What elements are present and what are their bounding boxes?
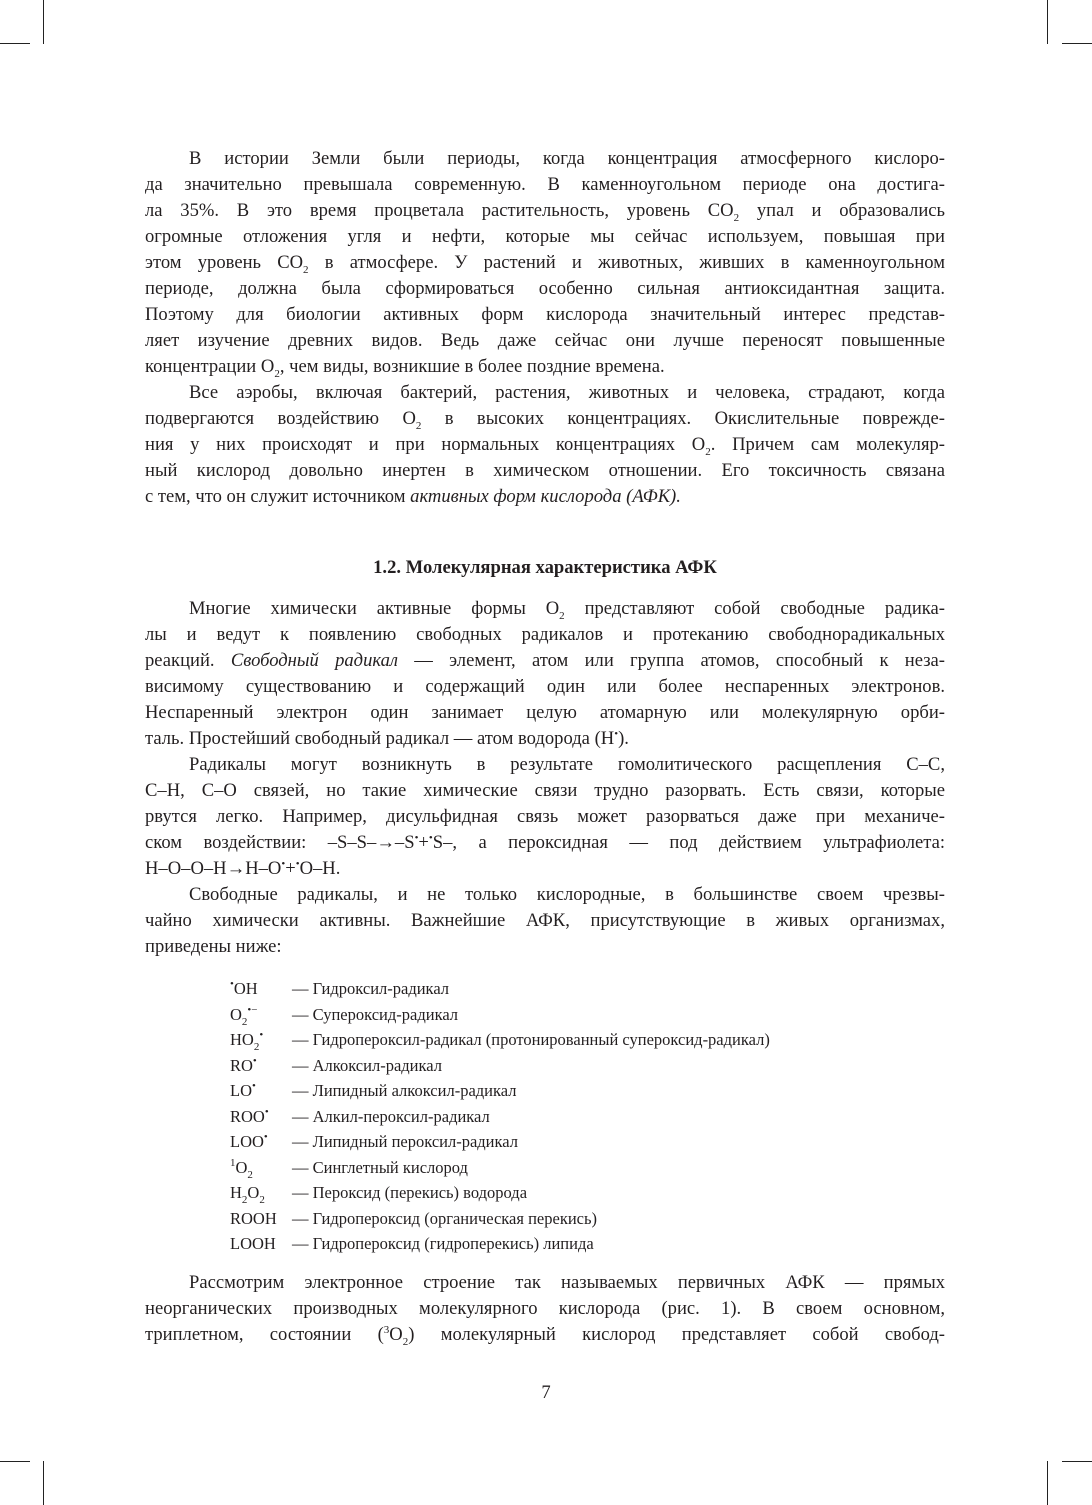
text-line [145,674,945,700]
formula-description: — Синглетный кислород [292,1157,468,1177]
text-run: да значительно превышала современную. В каменноугольном периоде она достига- [145,174,945,195]
superscript: • [614,728,619,740]
chemical-formula [230,1078,292,1104]
text-run: Неспаренный электрон один занимает целую атомарную или молекулярную орби- [145,702,945,723]
paragraph [145,380,945,510]
page-number: 7 [541,1382,551,1403]
list-item [230,1129,770,1155]
text-line [145,432,945,458]
list-item [230,976,770,1002]
chemical-formula [230,1155,292,1181]
text-line [145,276,945,302]
text-run: чайно химически активны. Важнейшие АФК, присутствующие в живых организмах, [145,910,945,931]
text-run: периоде, должна была сформироваться особенно сильная антиоксидантная защита. [145,278,945,299]
text-run: O [247,1183,260,1202]
superscript: • [414,832,419,844]
text-run: этом уровень CO [145,252,304,273]
text-run: HO [230,1030,254,1049]
crop-mark [0,43,30,44]
subscript: 2 [259,1194,265,1206]
text-line [145,830,945,856]
text-line [145,458,945,484]
text-line [145,302,945,328]
text-run: упал и образовались [739,200,946,221]
text-run: Многие химически активные формы O [189,598,560,619]
formula-description: — Гидропероксид (гидроперекись) липида [292,1234,594,1253]
crop-mark [1047,0,1048,44]
superscript: • [428,832,433,844]
paragraph [145,752,945,882]
text-run: ском воздействии: –S–S–→–S [145,832,415,853]
text-run: O [389,1324,403,1345]
crop-mark [0,1461,30,1462]
paragraph [145,882,945,960]
text-line [145,484,945,510]
text-line [145,1270,945,1296]
text-run: O [235,1157,248,1177]
text-line [145,882,945,908]
text-run: триплетном, состоянии ( [145,1324,384,1345]
subscript: 2 [241,1194,248,1206]
subscript: 2 [253,1041,260,1053]
text-run: C–H, C–O связей, но такие химические связи трудно разорвать. Есть связи, которые [145,780,945,801]
chemical-formula [230,1180,292,1206]
text-run: Все аэробы, включая бактерий, растения, животных и человека, страдают, когда [189,382,945,403]
text-run: RO [230,1055,253,1075]
subscript: 2 [274,368,280,380]
text-run: лы и ведут к появлению свободных радикалов и протеканию свободнорадикальных [145,624,945,645]
text-run: Радикалы могут возникнуть в результате гомолитического расщепления C–C, [189,754,945,775]
text-run: ) молекулярный кислород представляет собой свобод- [408,1324,945,1345]
text-run: LO [230,1081,252,1100]
text-run: В истории Земли были периоды, когда концентрация атмосферного кислоро- [189,148,945,169]
superscript: 1 [230,1156,236,1169]
section-heading: 1.2. Молекулярная характеристика АФК [373,557,717,578]
text-line [145,700,945,726]
text-line [145,198,945,224]
superscript: • [259,1029,264,1041]
italic-text: активных форм кислорода (АФК). [410,486,681,507]
text-run: O [230,1004,242,1024]
paragraph [145,146,945,380]
list-item [230,1155,770,1181]
formula-description: — Гидропероксид (органическая перекись) [292,1208,598,1228]
text-line [145,726,945,752]
text-run: OH [233,979,258,998]
text-line [145,778,945,804]
subscript: 2 [733,212,740,224]
list-item [230,1206,770,1232]
italic-text: Свободный радикал [230,650,399,671]
crop-mark [43,0,44,44]
chemical-formula [230,1002,292,1028]
text-line [145,250,945,276]
text-run: — элемент, атом или группа атомов, способный к неза- [398,650,945,671]
text-run: ). [618,728,629,749]
formula-description: — Гидропероксил-радикал (протонированный супероксид-радикал) [292,1030,770,1049]
text-line [145,328,945,354]
text-line [145,934,945,960]
text-run: . Причем сам молекуляр- [710,434,946,455]
text-run: Рассмотрим электронное строение так называемых первичных АФК — прямых [189,1272,945,1293]
formula-description: — Алкоксил-радикал [292,1055,442,1075]
formula-description: — Гидроксил-радикал [292,979,450,998]
list-item [230,1002,770,1028]
text-run: в высоких концентрациях. Окислительные поврежде- [421,408,946,429]
text-run: неорганических производных молекулярного кислорода (рис. 1). В своем основном, [145,1298,945,1319]
formula-description: — Пероксид (перекись) водорода [292,1183,528,1202]
subscript: 2 [247,1168,253,1181]
superscript: •− [247,1003,258,1016]
formula-description: — Липидный пероксил-радикал [292,1132,518,1151]
text-run: ROOH [230,1208,277,1228]
formula-description: — Алкил-пероксил-радикал [292,1106,490,1126]
text-run: , чем виды, возникшие в более поздние времена. [279,356,665,377]
text-line [145,224,945,250]
ros-list [230,976,770,1257]
crop-mark [1062,1461,1092,1462]
superscript: 3 [383,1324,390,1336]
text-line [145,596,945,622]
formula-description: — Супероксид-радикал [292,1004,459,1024]
text-line [145,1322,945,1348]
crop-mark [1062,43,1092,44]
superscript: • [252,1054,257,1067]
superscript: • [263,1131,268,1143]
text-run: + [418,832,429,853]
subscript: 2 [402,1336,409,1348]
subscript: 2 [303,264,309,276]
text-run: Поэтому для биологии активных форм кислорода значительный интерес представ- [145,304,945,325]
text-run: с тем, что он служит источником [145,486,411,507]
text-run: подвергаются воздействию O [145,408,416,429]
text-run: Свободные радикалы, и не только кислородные, в большинстве своем чрезвы- [189,884,945,905]
text-run: представляют собой свободные радика- [564,598,945,619]
text-line [145,146,945,172]
text-run: ния у них происходят и при нормальных концентрациях O [145,434,706,455]
crop-mark [1047,1461,1048,1505]
list-item [230,1180,770,1206]
text-run: H–O–O–H→H–O [145,858,282,879]
text-run: O–H. [299,858,341,879]
text-run: висимому существованию и содержащий один или более неспаренных электронов. [145,676,945,697]
formula-description: — Липидный алкоксил-радикал [292,1081,517,1100]
text-line [145,406,945,432]
chemical-formula [230,1129,292,1155]
chemical-formula [230,1053,292,1079]
subscript: 2 [415,420,422,432]
subscript: 2 [241,1015,248,1028]
text-run: рвутся легко. Например, дисульфидная связь может разорваться даже при механиче- [145,806,945,827]
list-item [230,1231,770,1257]
text-run: ный кислород довольно инертен в химическом отношении. Его токсичность связана [145,460,945,481]
superscript: • [281,858,286,870]
text-line [145,856,945,882]
text-line [145,752,945,778]
list-item [230,1053,770,1079]
chemical-formula [230,1206,292,1232]
text-run: реакций. [145,650,231,671]
text-run: + [285,858,296,879]
paragraph [145,1270,945,1348]
text-run: ROO [230,1106,265,1126]
text-run: S–, а пероксидная — под действием ультрафиолета: [432,832,946,853]
text-line [145,1296,945,1322]
crop-mark [43,1461,44,1505]
list-item [230,1078,770,1104]
subscript: 2 [559,610,565,622]
text-run: концентрации O [145,356,275,377]
chemical-formula [230,1027,292,1053]
superscript: • [252,1080,256,1092]
text-run: H [230,1183,242,1202]
text-run: LOOH [230,1234,276,1253]
list-item [230,1027,770,1053]
text-run: в атмосфере. У растений и животных, живших в каменноугольном [308,252,946,273]
text-run: ла 35%. В это время процветала растительность, уровень CO [145,200,734,221]
list-item [230,1104,770,1130]
text-line [145,622,945,648]
superscript: • [295,858,300,870]
text-run: таль. Простейший свободный радикал — атом водорода (H [145,728,615,749]
text-line [145,804,945,830]
text-line [145,354,945,380]
chemical-formula [230,1231,292,1257]
text-run: приведены ниже: [145,936,282,957]
text-run: LOO [230,1132,264,1151]
text-run: огромные отложения угля и нефти, которые мы сейчас используем, повышая при [145,226,945,247]
paragraph [145,596,945,752]
subscript: 2 [705,446,711,458]
text-line [145,648,945,674]
chemical-formula [230,1104,292,1130]
text-line [145,172,945,198]
superscript: • [264,1105,269,1118]
text-line [145,908,945,934]
chemical-formula [230,976,292,1002]
text-line [145,380,945,406]
text-run: ляет изучение древних видов. Ведь даже сейчас они лучше переносят повышенные [145,330,945,351]
superscript: • [230,978,234,990]
